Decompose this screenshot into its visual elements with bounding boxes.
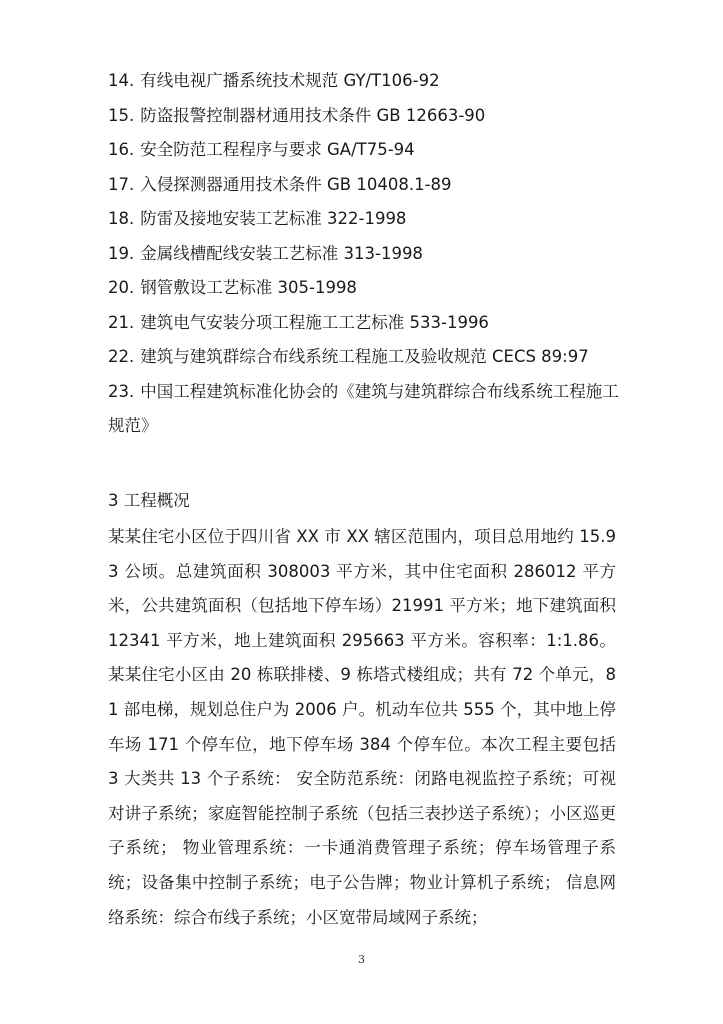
reference-list <box>108 70 628 455</box>
list-item <box>108 243 628 265</box>
list-item-text: 防雷及接地安装工艺标准 322-1998 <box>140 209 407 228</box>
list-item <box>108 277 628 299</box>
list-item-number: 21. <box>108 312 135 332</box>
list-item-text: 钢管敷设工艺标准 305-1998 <box>140 278 357 297</box>
list-item <box>108 139 628 161</box>
list-item <box>108 70 628 92</box>
list-item-text: 建筑与建筑群综合布线系统工程施工及验收规范 CECS 89:97 <box>140 347 589 366</box>
list-item <box>108 105 628 127</box>
list-item <box>108 208 628 230</box>
list-item-number: 18. <box>108 209 135 228</box>
list-item <box>108 375 623 443</box>
list-item-text: 入侵探测器通用技术条件 GB 10408.1-89 <box>140 174 452 194</box>
list-item-number: 23. <box>108 381 135 401</box>
list-item-text: 安全防范工程程序与要求 GA/T75-94 <box>140 140 415 159</box>
list-item-text: 建筑电气安装分项工程施工工艺标准 533-1996 <box>140 312 489 332</box>
list-item-number: 22. <box>108 347 135 366</box>
list-item-text: 防盗报警控制器材通用技术条件 GB 12663-90 <box>140 105 486 125</box>
list-item-text: 金属线槽配线安装工艺标准 313-1998 <box>140 243 423 263</box>
list-item-number: 19. <box>108 243 135 263</box>
section-heading: 3 工程概况 <box>108 491 190 510</box>
body-paragraph: 某某住宅小区位于四川省 XX 市 XX 辖区范围内，项目总用地约 15.93 公顷。总建筑面积 308003 平方米，其中住宅面积 286012 平方米，公共建筑面积（包括地下停车场）21991 平方米；地下建筑面积 12341 平方米，地上建筑面积 295663 平方米。容积率：1:1.86。某某住宅小区由 20 栋联排楼、9 栋塔式楼组成；共有 72 个单元，81 部电梯，规划总住户为 2006 户。机动车位共 555 个，其中地上停车场 171 个停车位，地下停车场 384 个停车位。本次工程主要包括 3 大类共 13 个子系统： 安全防范系统：闭路电视监控子系统；可视对讲子系统；家庭智能控制子系统（包括三表抄送子系统）；小区巡更子系统； 物业管理系统：一卡通消费管理子系统；停车场管理子系统；设备集中控制子系统；电子公告牌；物业计算机子系统； 信息网络系统：综合布线子系统；小区宽带局域网子系统； <box>108 527 616 927</box>
list-item-number: 16. <box>108 140 135 159</box>
list-item-number: 20. <box>108 278 135 297</box>
list-item-number: 14. <box>108 71 135 90</box>
list-item-text: 中国工程建筑标准化协会的《建筑与建筑群综合布线系统工程施工规范》 <box>108 381 619 435</box>
list-item <box>108 346 628 368</box>
list-item <box>108 174 628 196</box>
list-item-text: 有线电视广播系统技术规范 GY/T106-92 <box>140 71 440 90</box>
page-number: 3 <box>358 953 365 966</box>
list-item-number: 17. <box>108 174 135 194</box>
list-item <box>108 312 628 334</box>
list-item-number: 15. <box>108 105 135 125</box>
